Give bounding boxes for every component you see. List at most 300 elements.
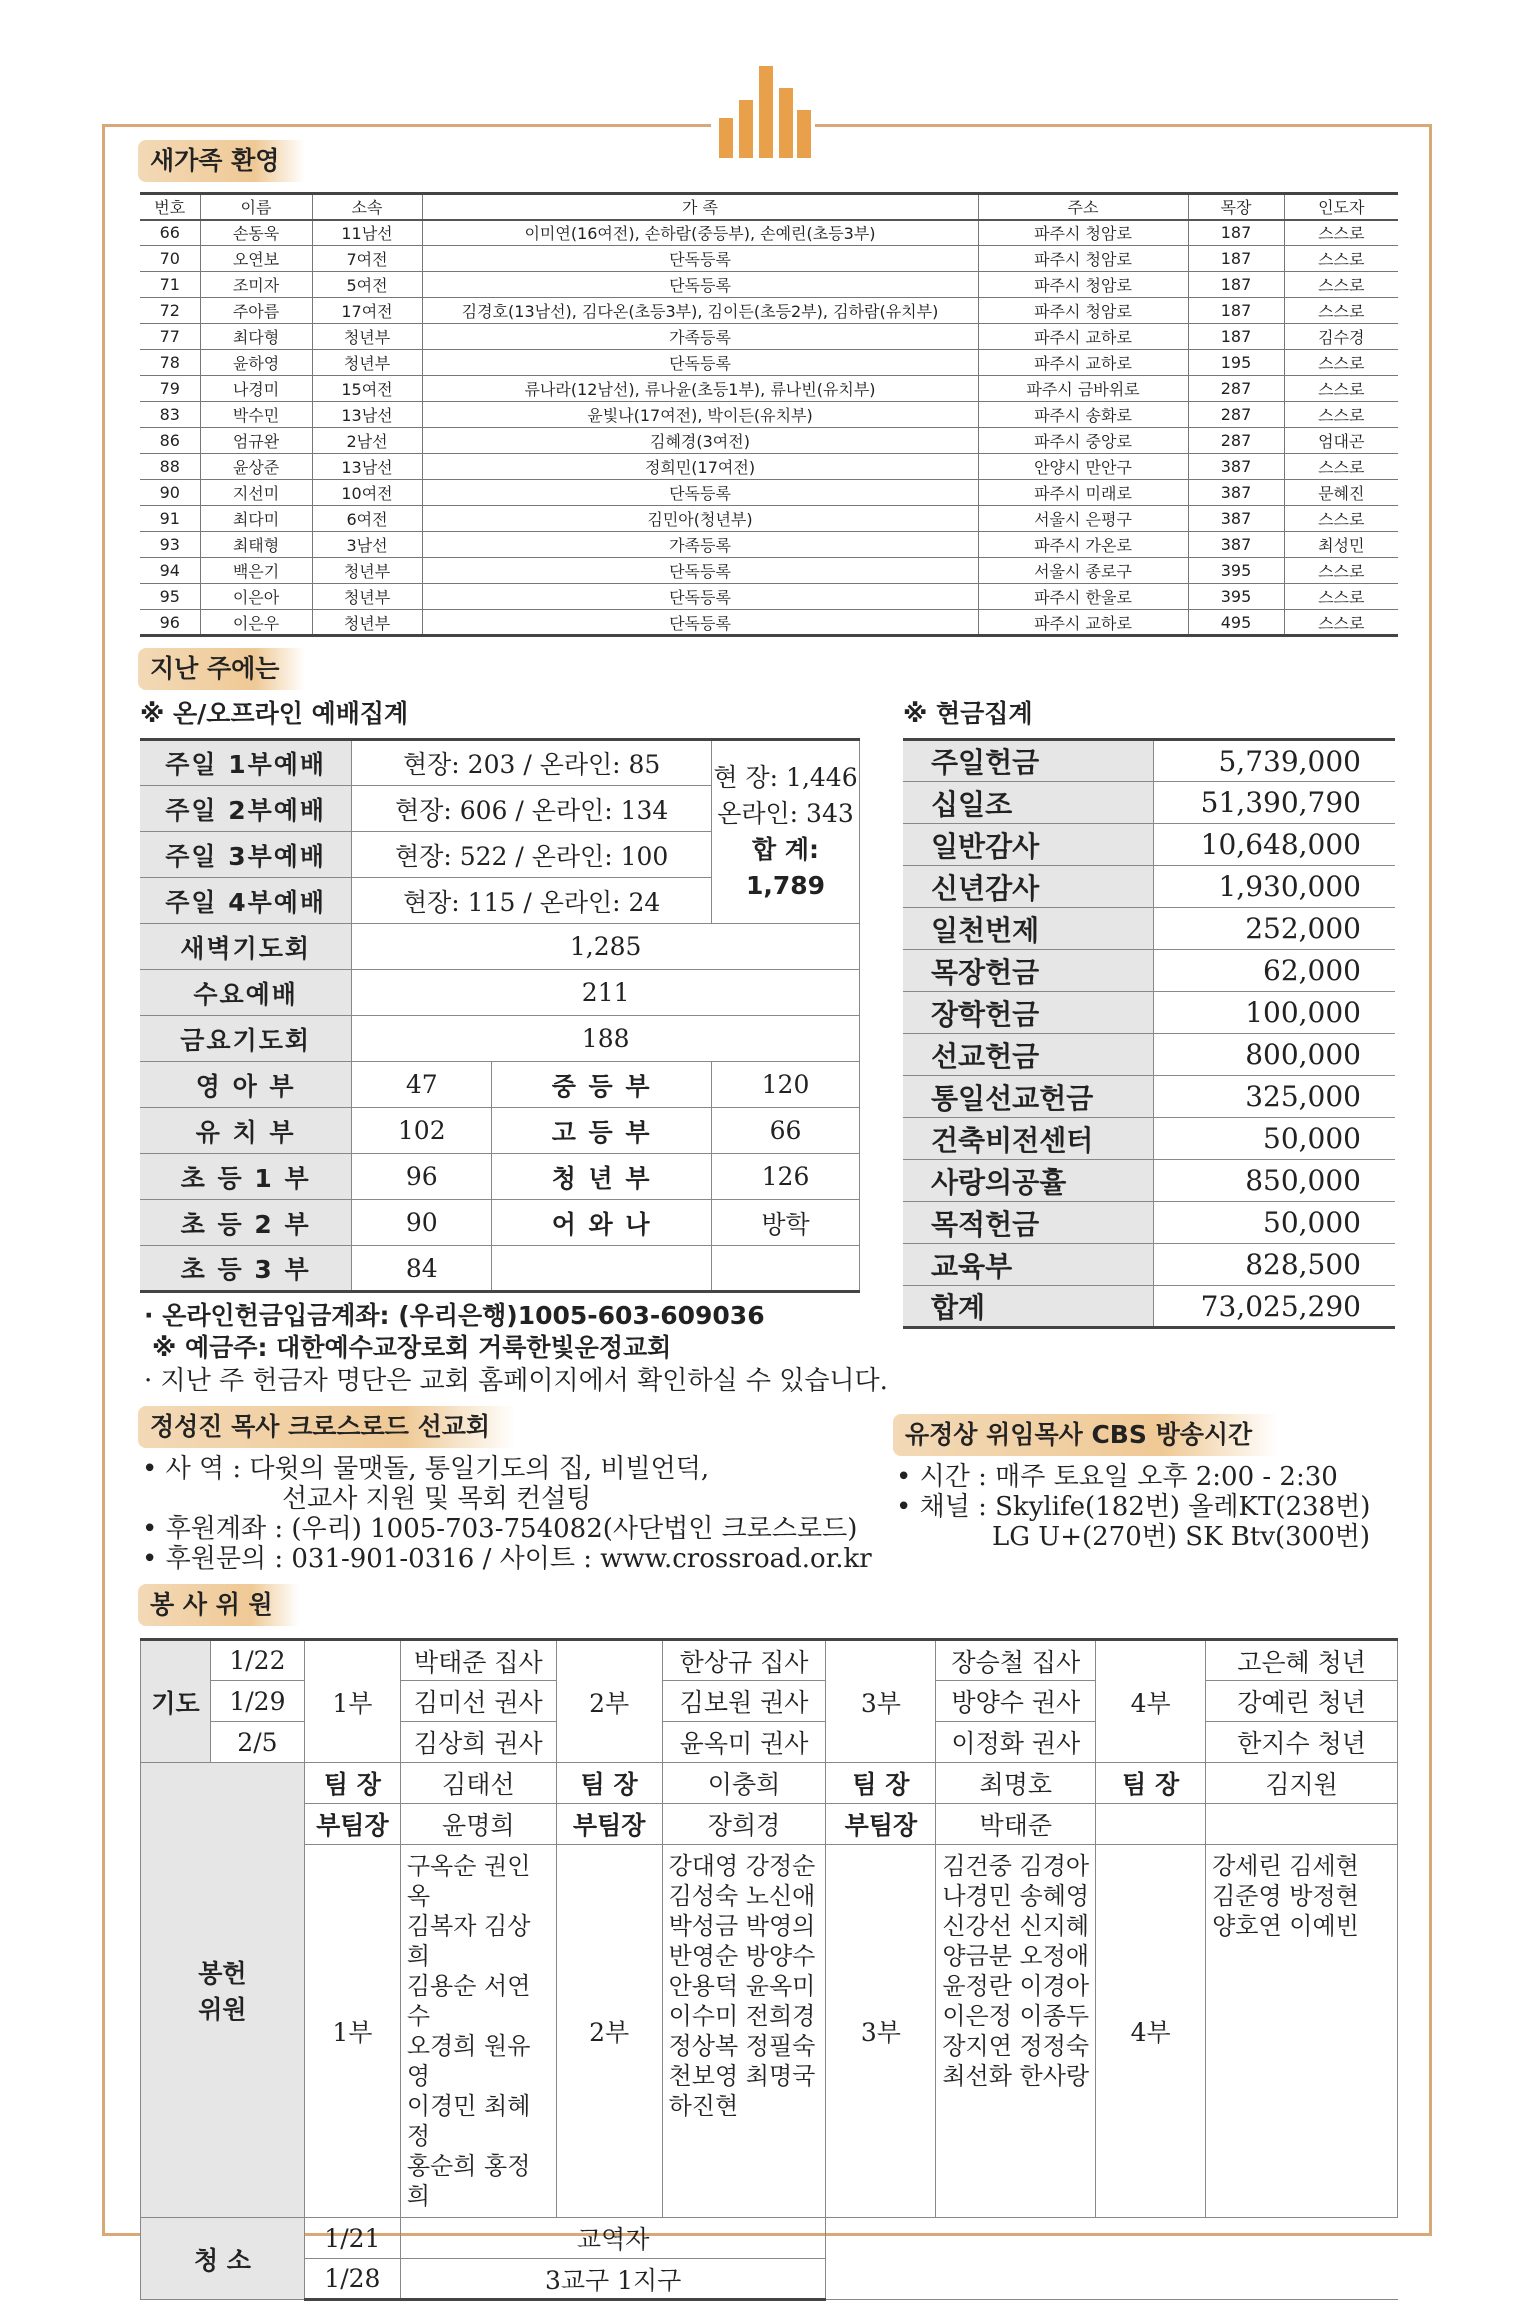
offering-name-line: 박성금 박영의 xyxy=(668,1912,816,1940)
table-cell: 파주시 청암로 xyxy=(978,298,1188,324)
table-cell: 윤상준 xyxy=(200,454,312,480)
table-cell: 엄규완 xyxy=(200,428,312,454)
cash-amount: 50,000 xyxy=(1153,1118,1395,1160)
meeting-label: 금요기도회 xyxy=(140,1016,352,1062)
cleaning-label: 청 소 xyxy=(141,2218,305,2300)
meeting-label: 새벽기도회 xyxy=(140,924,352,970)
table-cell: 95 xyxy=(140,584,200,610)
offering-label: 봉헌위원 xyxy=(141,1763,305,2218)
prayer-person: 강예린 청년 xyxy=(1206,1681,1398,1722)
offering-name-line: 강세린 김세현 xyxy=(1212,1852,1359,1880)
dept-value: 126 xyxy=(712,1154,860,1200)
sub-leader-name: 윤명희 xyxy=(400,1804,556,1845)
table-cell: 최성민 xyxy=(1284,532,1398,558)
table-cell: 청년부 xyxy=(312,584,422,610)
table-row xyxy=(903,1076,1395,1118)
offering-name-line: 정상복 정필숙 xyxy=(668,2032,816,2060)
table-row xyxy=(140,558,1398,584)
prayer-date: 1/29 xyxy=(210,1681,304,1722)
cash-amount: 1,930,000 xyxy=(1153,866,1395,908)
table-row xyxy=(903,908,1395,950)
table-row xyxy=(140,272,1398,298)
table-cell: 청년부 xyxy=(312,558,422,584)
new-family-table xyxy=(140,192,1398,637)
dept-label: 영 아 부 xyxy=(140,1062,352,1108)
table-cell: 청년부 xyxy=(312,350,422,376)
table-cell: 395 xyxy=(1188,584,1284,610)
cash-category: 교육부 xyxy=(903,1244,1153,1286)
dept-value: 84 xyxy=(352,1246,492,1292)
table-cell: 서울시 은평구 xyxy=(978,506,1188,532)
offering-name-line: 강대영 강정순 xyxy=(668,1852,816,1880)
service-value: 현장: 606 / 온라인: 134 xyxy=(352,786,712,832)
total-sum: 합 계: 1,789 xyxy=(745,835,826,900)
part-label: 2부 xyxy=(556,1845,662,2218)
table-cell: 17여전 xyxy=(312,298,422,324)
missionary-account: • 후원계좌 : (우리) 1005-703-754082(사단법인 크로스로드) xyxy=(142,1514,858,1544)
table-cell: 79 xyxy=(140,376,200,402)
table-cell: 파주시 교하로 xyxy=(978,610,1188,636)
prayer-person: 한지수 청년 xyxy=(1206,1722,1398,1763)
prayer-person: 고은혜 청년 xyxy=(1206,1640,1398,1681)
table-row xyxy=(141,2218,1398,2259)
table-cell: 주아름 xyxy=(200,298,312,324)
table-row xyxy=(140,1108,860,1154)
section-last-week: 지난 주에는 xyxy=(138,648,305,690)
dept-label: 어 와 나 xyxy=(492,1200,712,1246)
table-cell: 495 xyxy=(1188,610,1284,636)
table-cell: 류나라(12남선), 류나윤(초등1부), 류나빈(유치부) xyxy=(422,376,978,402)
table-cell: 287 xyxy=(1188,376,1284,402)
cash-category: 목적헌금 xyxy=(903,1202,1153,1244)
table-cell: 윤하영 xyxy=(200,350,312,376)
offering-name-line: 이경민 최혜정 xyxy=(406,2092,531,2150)
sub-leader-label: 부팀장 xyxy=(826,1804,936,1845)
table-cell: 스스로 xyxy=(1284,246,1398,272)
table-row xyxy=(141,1763,1398,1804)
cleaning-empty xyxy=(826,2218,1398,2300)
cash-category: 건축비전센터 xyxy=(903,1118,1153,1160)
offering-name-line: 반영순 방양수 xyxy=(668,1942,816,1970)
dept-label: 중 등 부 xyxy=(492,1062,712,1108)
offering-name-line: 김성숙 노신애 xyxy=(668,1882,816,1910)
cash-amount: 800,000 xyxy=(1153,1034,1395,1076)
table-cell: 지선미 xyxy=(200,480,312,506)
cash-count-table xyxy=(903,738,1395,1329)
table-cell: 손동욱 xyxy=(200,220,312,246)
section-volunteers: 봉 사 위 원 xyxy=(138,1584,299,1626)
offering-name-line: 김용순 서연수 xyxy=(406,1972,531,2030)
table-cell: 파주시 송화로 xyxy=(978,402,1188,428)
prayer-person: 김보원 권사 xyxy=(662,1681,826,1722)
offering-name-line: 안용덕 윤옥미 xyxy=(668,1972,816,2000)
cash-category: 목장헌금 xyxy=(903,950,1153,992)
offering-names-3 xyxy=(936,1845,1096,2218)
table-row xyxy=(140,376,1398,402)
prayer-person: 윤옥미 권사 xyxy=(662,1722,826,1763)
table-cell: 청년부 xyxy=(312,610,422,636)
table-row xyxy=(903,992,1395,1034)
table-cell: 187 xyxy=(1188,220,1284,246)
table-cell: 조미자 xyxy=(200,272,312,298)
table-row xyxy=(140,246,1398,272)
table-row xyxy=(140,220,1398,246)
total-online: 온라인: 343 xyxy=(717,799,854,828)
leader-name: 김지원 xyxy=(1206,1763,1398,1804)
table-row xyxy=(140,324,1398,350)
table-cell: 파주시 교하로 xyxy=(978,350,1188,376)
col-header: 번호 xyxy=(140,194,200,220)
table-row xyxy=(140,924,860,970)
cash-category: 일천번제 xyxy=(903,908,1153,950)
table-cell: 스스로 xyxy=(1284,454,1398,480)
table-cell: 스스로 xyxy=(1284,220,1398,246)
table-cell: 3남선 xyxy=(312,532,422,558)
leader-label: 팀 장 xyxy=(556,1763,662,1804)
table-cell: 단독등록 xyxy=(422,350,978,376)
table-cell: 파주시 가온로 xyxy=(978,532,1188,558)
table-cell: 윤빛나(17여전), 박이든(유치부) xyxy=(422,402,978,428)
table-cell: 이은아 xyxy=(200,584,312,610)
table-row xyxy=(140,298,1398,324)
service-label: 주일 1부예배 xyxy=(140,740,352,786)
table-cell: 파주시 한울로 xyxy=(978,584,1188,610)
table-cell: 가족등록 xyxy=(422,324,978,350)
col-header: 이름 xyxy=(200,194,312,220)
table-row xyxy=(903,782,1395,824)
table-cell: 오연보 xyxy=(200,246,312,272)
cash-category: 일반감사 xyxy=(903,824,1153,866)
leader-label: 팀 장 xyxy=(304,1763,400,1804)
table-cell: 스스로 xyxy=(1284,298,1398,324)
part-label: 4부 xyxy=(1096,1845,1206,2218)
table-row xyxy=(903,740,1395,782)
offering-name-line: 양호연 이예빈 xyxy=(1212,1912,1359,1940)
table-cell: 195 xyxy=(1188,350,1284,376)
table-row xyxy=(903,950,1395,992)
cleaning-date: 1/28 xyxy=(304,2259,400,2300)
dept-value: 102 xyxy=(352,1108,492,1154)
cash-amount: 252,000 xyxy=(1153,908,1395,950)
table-row xyxy=(903,1286,1395,1328)
meeting-value: 211 xyxy=(352,970,860,1016)
table-cell: 94 xyxy=(140,558,200,584)
offering-name-line: 양금분 오정애 xyxy=(942,1942,1090,1970)
cash-amount: 325,000 xyxy=(1153,1076,1395,1118)
table-cell: 71 xyxy=(140,272,200,298)
prayer-date: 1/22 xyxy=(210,1640,304,1681)
offering-name-line: 이은정 이종두 xyxy=(942,2002,1090,2030)
dept-value: 90 xyxy=(352,1200,492,1246)
prayer-person: 장승철 집사 xyxy=(936,1640,1096,1681)
offering-name-line: 천보영 최명국 xyxy=(668,2062,816,2090)
dept-label: 유 치 부 xyxy=(140,1108,352,1154)
table-cell: 파주시 중앙로 xyxy=(978,428,1188,454)
table-cell: 83 xyxy=(140,402,200,428)
service-label: 주일 3부예배 xyxy=(140,832,352,878)
table-cell: 가족등록 xyxy=(422,532,978,558)
offering-names-2 xyxy=(662,1845,826,2218)
worship-count-title: ※ 온/오프라인 예배집계 xyxy=(140,699,409,728)
sub-leader-name: 박태준 xyxy=(936,1804,1096,1845)
prayer-person: 방양수 권사 xyxy=(936,1681,1096,1722)
table-cell: 11남선 xyxy=(312,220,422,246)
table-cell: 스스로 xyxy=(1284,584,1398,610)
section-broadcast: 유정상 위임목사 CBS 방송시간 xyxy=(893,1414,1278,1456)
table-cell: 정희민(17여전) xyxy=(422,454,978,480)
table-cell: 엄대곤 xyxy=(1284,428,1398,454)
table-row xyxy=(140,1016,860,1062)
table-cell: 93 xyxy=(140,532,200,558)
prayer-person: 김미선 권사 xyxy=(400,1681,556,1722)
dept-label-empty xyxy=(492,1246,712,1292)
table-cell: 387 xyxy=(1188,532,1284,558)
service-value: 현장: 203 / 온라인: 85 xyxy=(352,740,712,786)
table-row xyxy=(140,480,1398,506)
table-row xyxy=(141,1845,1398,2218)
service-value: 현장: 522 / 온라인: 100 xyxy=(352,832,712,878)
prayer-person: 박태준 집사 xyxy=(400,1640,556,1681)
worship-count-table xyxy=(140,738,860,1293)
sub-leader-label: 부팀장 xyxy=(556,1804,662,1845)
table-cell: 스스로 xyxy=(1284,350,1398,376)
table-cell: 스스로 xyxy=(1284,506,1398,532)
sub-leader-label: 부팀장 xyxy=(304,1804,400,1845)
cash-category: 주일헌금 xyxy=(903,740,1153,782)
table-cell: 91 xyxy=(140,506,200,532)
volunteer-table xyxy=(140,1638,1398,2301)
table-cell: 스스로 xyxy=(1284,272,1398,298)
table-row xyxy=(903,824,1395,866)
worship-totals xyxy=(712,740,860,924)
missionary-work-cont: 선교사 지원 및 목회 컨설팅 xyxy=(282,1484,592,1514)
offering-name-line: 홍순희 홍정희 xyxy=(406,2152,531,2210)
col-header: 소속 xyxy=(312,194,422,220)
table-row xyxy=(140,584,1398,610)
part-label: 4부 xyxy=(1096,1640,1206,1763)
table-cell: 단독등록 xyxy=(422,480,978,506)
table-cell: 최다형 xyxy=(200,324,312,350)
dept-value: 66 xyxy=(712,1108,860,1154)
table-row xyxy=(140,1154,860,1200)
col-header: 주소 xyxy=(978,194,1188,220)
leader-label: 팀 장 xyxy=(1096,1763,1206,1804)
table-row xyxy=(140,740,860,786)
meeting-value: 1,285 xyxy=(352,924,860,970)
broadcast-time: • 시간 : 매주 토요일 오후 2:00 - 2:30 xyxy=(896,1462,1338,1492)
table-row xyxy=(903,1118,1395,1160)
table-row xyxy=(903,1034,1395,1076)
cleaning-who: 교역자 xyxy=(400,2218,826,2259)
table-row xyxy=(140,1200,860,1246)
cash-amount: 100,000 xyxy=(1153,992,1395,1034)
leader-label: 팀 장 xyxy=(826,1763,936,1804)
table-cell: 안양시 만안구 xyxy=(978,454,1188,480)
service-label: 주일 4부예배 xyxy=(140,878,352,924)
dept-value: 96 xyxy=(352,1154,492,1200)
dept-label: 고 등 부 xyxy=(492,1108,712,1154)
missionary-contact: • 후원문의 : 031-901-0316 / 사이트 : www.crossroad.or.kr xyxy=(142,1544,872,1574)
church-logo-icon xyxy=(711,62,815,166)
leader-name: 최명호 xyxy=(936,1763,1096,1804)
table-cell: 청년부 xyxy=(312,324,422,350)
total-onsite: 현 장: 1,446 xyxy=(713,763,858,792)
online-offering-account: · 온라인헌금입금계좌: (우리은행)1005-603-609036 xyxy=(144,1301,765,1330)
table-cell: 5여전 xyxy=(312,272,422,298)
table-cell: 78 xyxy=(140,350,200,376)
table-cell: 395 xyxy=(1188,558,1284,584)
table-cell: 서울시 종로구 xyxy=(978,558,1188,584)
table-row xyxy=(140,506,1398,532)
table-cell: 김민아(청년부) xyxy=(422,506,978,532)
table-row xyxy=(903,866,1395,908)
col-header: 목장 xyxy=(1188,194,1284,220)
prayer-person: 김상희 권사 xyxy=(400,1722,556,1763)
sub-leader-name-empty xyxy=(1206,1804,1398,1845)
table-row xyxy=(140,1246,860,1292)
cash-count-title: ※ 현금집계 xyxy=(903,699,1033,728)
table-cell: 백은기 xyxy=(200,558,312,584)
donor-list-note: · 지난 주 헌금자 명단은 교회 홈페이지에서 확인하실 수 있습니다. xyxy=(144,1366,888,1396)
offering-name-line: 이수미 전희경 xyxy=(668,2002,816,2030)
table-cell: 387 xyxy=(1188,506,1284,532)
leader-name: 이충희 xyxy=(662,1763,826,1804)
offering-name-line: 최선화 한사랑 xyxy=(942,2062,1090,2090)
table-cell: 단독등록 xyxy=(422,558,978,584)
cleaning-date: 1/21 xyxy=(304,2218,400,2259)
cash-category: 십일조 xyxy=(903,782,1153,824)
dept-label: 초 등 2 부 xyxy=(140,1200,352,1246)
offering-name-line: 나경민 송혜영 xyxy=(942,1882,1090,1910)
table-row xyxy=(141,1804,1398,1845)
table-cell: 88 xyxy=(140,454,200,480)
part-label: 1부 xyxy=(304,1640,400,1763)
cash-amount: 850,000 xyxy=(1153,1160,1395,1202)
dept-value-empty xyxy=(712,1246,860,1292)
table-cell: 단독등록 xyxy=(422,584,978,610)
table-cell: 김혜경(3여전) xyxy=(422,428,978,454)
table-cell: 187 xyxy=(1188,272,1284,298)
table-cell: 70 xyxy=(140,246,200,272)
table-cell: 이미연(16여전), 손하람(중등부), 손예린(초등3부) xyxy=(422,220,978,246)
dept-value: 120 xyxy=(712,1062,860,1108)
service-label: 주일 2부예배 xyxy=(140,786,352,832)
cash-category: 신년감사 xyxy=(903,866,1153,908)
table-row xyxy=(140,428,1398,454)
table-row xyxy=(903,1244,1395,1286)
cash-amount: 50,000 xyxy=(1153,1202,1395,1244)
table-row xyxy=(140,532,1398,558)
table-cell: 77 xyxy=(140,324,200,350)
table-cell: 7여전 xyxy=(312,246,422,272)
section-missionary: 정성진 목사 크로스로드 선교회 xyxy=(138,1406,516,1448)
offering-name-line: 하진현 xyxy=(668,2092,739,2120)
table-cell: 6여전 xyxy=(312,506,422,532)
section-new-family: 새가족 환영 xyxy=(138,140,305,182)
prayer-label: 기도 xyxy=(141,1640,211,1763)
table-cell: 최태형 xyxy=(200,532,312,558)
sub-leader-name: 장희경 xyxy=(662,1804,826,1845)
table-cell: 스스로 xyxy=(1284,610,1398,636)
account-holder: ※ 예금주: 대한예수교장로회 거룩한빛운정교회 xyxy=(152,1333,672,1362)
table-cell: 스스로 xyxy=(1284,402,1398,428)
table-cell: 이은우 xyxy=(200,610,312,636)
cash-amount: 5,739,000 xyxy=(1153,740,1395,782)
table-row xyxy=(140,402,1398,428)
table-cell: 단독등록 xyxy=(422,272,978,298)
table-cell: 13남선 xyxy=(312,402,422,428)
offering-name-line: 장지연 정정숙 xyxy=(942,2032,1090,2060)
new-family-header-row xyxy=(140,194,1398,220)
table-cell: 287 xyxy=(1188,402,1284,428)
table-cell: 187 xyxy=(1188,324,1284,350)
table-cell: 파주시 교하로 xyxy=(978,324,1188,350)
table-cell: 10여전 xyxy=(312,480,422,506)
table-cell: 최다미 xyxy=(200,506,312,532)
table-cell: 파주시 청암로 xyxy=(978,272,1188,298)
dept-value: 방학 xyxy=(712,1200,860,1246)
offering-name-line: 신강선 신지혜 xyxy=(942,1912,1090,1940)
cash-category: 사랑의공휼 xyxy=(903,1160,1153,1202)
table-cell: 파주시 미래로 xyxy=(978,480,1188,506)
meeting-label: 수요예배 xyxy=(140,970,352,1016)
service-value: 현장: 115 / 온라인: 24 xyxy=(352,878,712,924)
table-cell: 김경호(13남선), 김다온(초등3부), 김이든(초등2부), 김하람(유치부) xyxy=(422,298,978,324)
part-label: 3부 xyxy=(826,1640,936,1763)
cash-category: 합계 xyxy=(903,1286,1153,1328)
dept-label: 초 등 1 부 xyxy=(140,1154,352,1200)
offering-name-line: 김건중 김경아 xyxy=(942,1852,1090,1880)
table-cell: 72 xyxy=(140,298,200,324)
table-row xyxy=(903,1160,1395,1202)
table-cell: 15여전 xyxy=(312,376,422,402)
cash-amount: 10,648,000 xyxy=(1153,824,1395,866)
table-cell: 스스로 xyxy=(1284,558,1398,584)
part-label: 1부 xyxy=(304,1845,400,2218)
col-header: 인도자 xyxy=(1284,194,1398,220)
broadcast-channels-cont: LG U+(270번) SK Btv(300번) xyxy=(992,1522,1371,1552)
cash-amount: 828,500 xyxy=(1153,1244,1395,1286)
table-row xyxy=(141,1640,1398,1681)
table-row xyxy=(140,970,860,1016)
col-header: 가 족 xyxy=(422,194,978,220)
table-cell: 66 xyxy=(140,220,200,246)
table-cell: 387 xyxy=(1188,454,1284,480)
cleaning-who: 3교구 1지구 xyxy=(400,2259,826,2300)
table-cell: 단독등록 xyxy=(422,610,978,636)
table-cell: 187 xyxy=(1188,298,1284,324)
cash-category: 장학헌금 xyxy=(903,992,1153,1034)
leader-name: 김태선 xyxy=(400,1763,556,1804)
cash-category: 통일선교헌금 xyxy=(903,1076,1153,1118)
table-cell: 387 xyxy=(1188,480,1284,506)
dept-value: 47 xyxy=(352,1062,492,1108)
prayer-person: 이정화 권사 xyxy=(936,1722,1096,1763)
table-row xyxy=(140,454,1398,480)
offering-names-1 xyxy=(400,1845,556,2218)
table-cell: 287 xyxy=(1188,428,1284,454)
table-cell: 90 xyxy=(140,480,200,506)
missionary-work: • 사 역 : 다윗의 물맷돌, 통일기도의 집, 비빌언덕, xyxy=(142,1454,710,1484)
table-cell: 김수경 xyxy=(1284,324,1398,350)
part-label: 2부 xyxy=(556,1640,662,1763)
table-cell: 스스로 xyxy=(1284,376,1398,402)
dept-label: 청 년 부 xyxy=(492,1154,712,1200)
table-cell: 96 xyxy=(140,610,200,636)
table-cell: 나경미 xyxy=(200,376,312,402)
table-row xyxy=(903,1202,1395,1244)
table-cell: 파주시 청암로 xyxy=(978,220,1188,246)
